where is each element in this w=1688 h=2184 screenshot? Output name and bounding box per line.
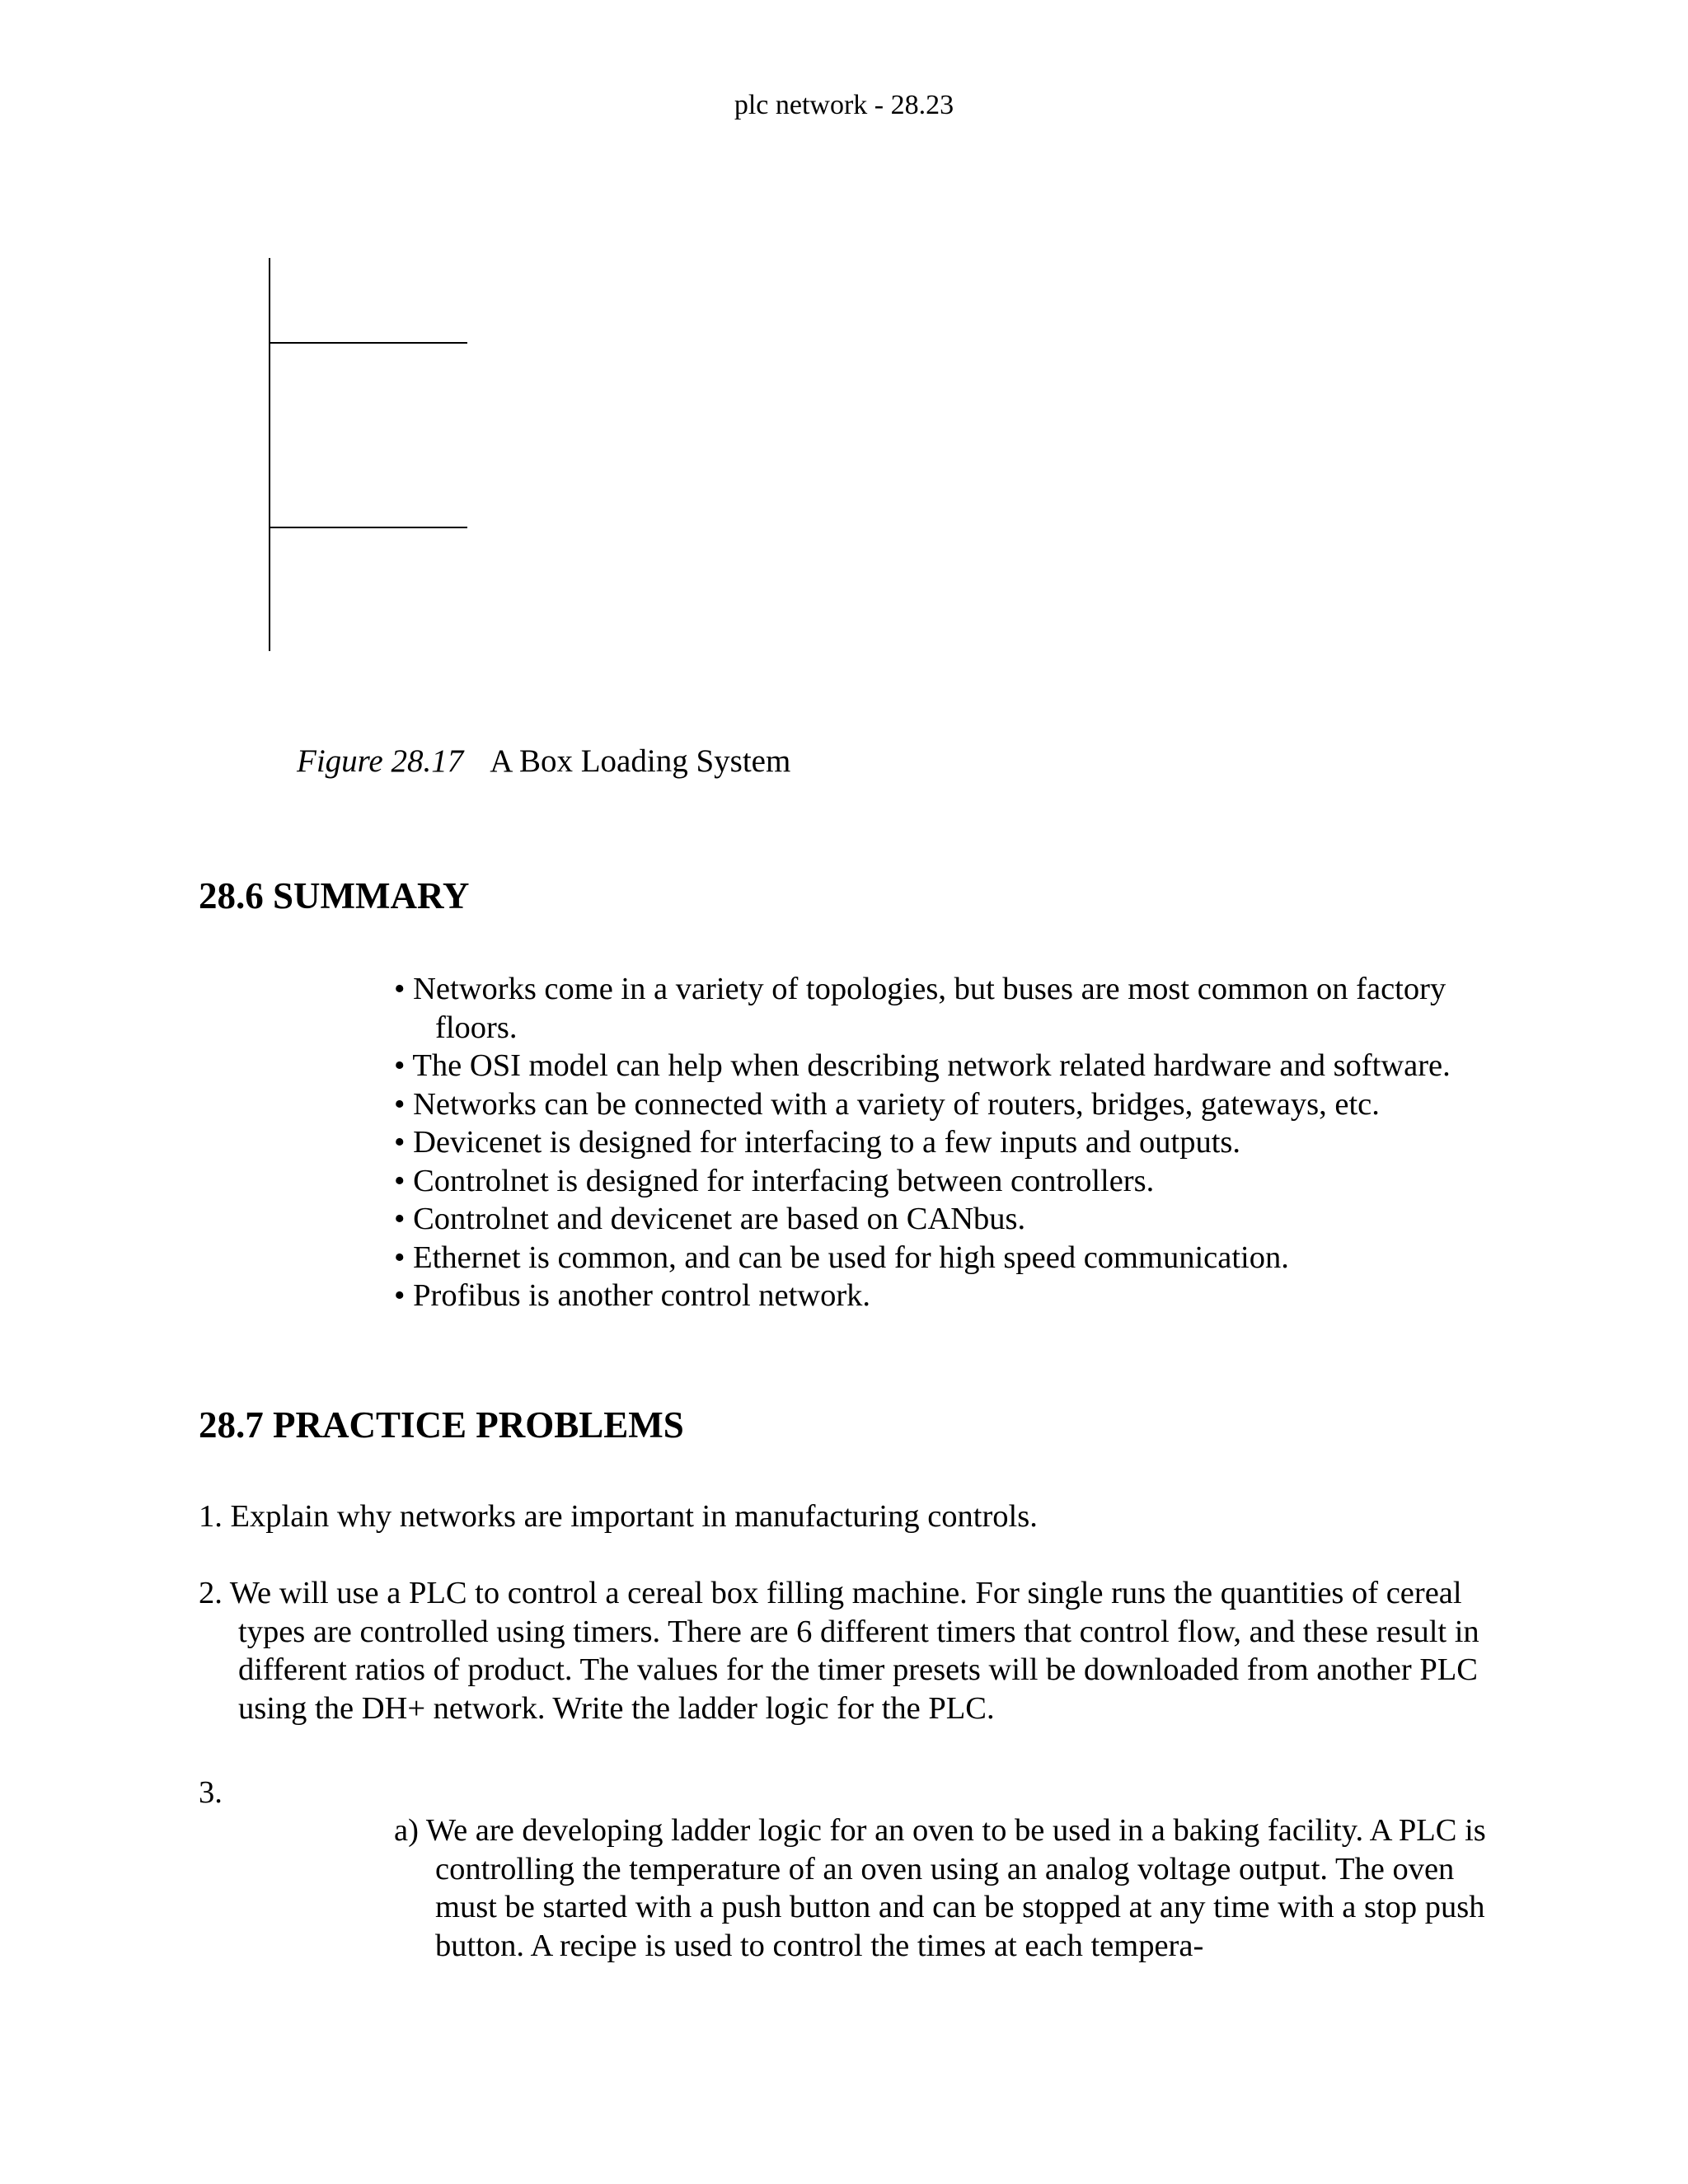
summary-bullet: • Ethernet is common, and can be used for high speed communication. (394, 1240, 1289, 1275)
summary-bullet: • Networks can be connected with a variety of routers, bridges, gateways, etc. (394, 1086, 1380, 1122)
summary-bullet: • Controlnet and devicenet are based on CANbus. (394, 1202, 1026, 1236)
summary-bullet: • Controlnet is designed for interfacing between controllers. (394, 1163, 1155, 1198)
practice-problem-3-number: 3. (199, 1775, 223, 1810)
figure-diagram (0, 0, 1688, 659)
summary-bullet: • The OSI model can help when describing network related hardware and software. (394, 1048, 1451, 1083)
figure-label: Figure 28.17 (297, 743, 464, 779)
summary-bullet: • Profibus is another control network. (394, 1278, 871, 1313)
practice-problem-1: 1. Explain why networks are important in manufacturing controls. (199, 1499, 1038, 1534)
practice-heading: 28.7 PRACTICE PROBLEMS (199, 1404, 684, 1446)
summary-heading: 28.6 SUMMARY (199, 875, 470, 916)
practice-problem-2: 2. We will use a PLC to control a cereal box filling machine. For single runs the quantities of cereal types are controlled using timers. There are 6 different timers that control flow, and these result in different ratios of product. The values for the timer presets will be downloaded from another PLC using the DH+ network. Write the ladder logic for the PLC. (199, 1576, 1479, 1726)
summary-bullet: • Networks come in a variety of topologies, but buses are most common on factory floors. (394, 972, 1447, 1045)
practice-problem-3a: a) We are developing ladder logic for an oven to be used in a baking facility. A PLC is controlling the temperature of an oven using an analog voltage output. The oven must be started with a push button and can be stopped at any time with a stop push button. A recipe is used to control the times at each tempera- (394, 1813, 1486, 1963)
summary-bullet-list (394, 970, 1515, 1315)
summary-bullet: • Devicenet is designed for interfacing to a few inputs and outputs. (394, 1125, 1241, 1160)
page-header: plc network - 28.23 (734, 90, 954, 120)
figure-title: A Box Loading System (490, 743, 791, 779)
figure-caption (297, 742, 790, 781)
